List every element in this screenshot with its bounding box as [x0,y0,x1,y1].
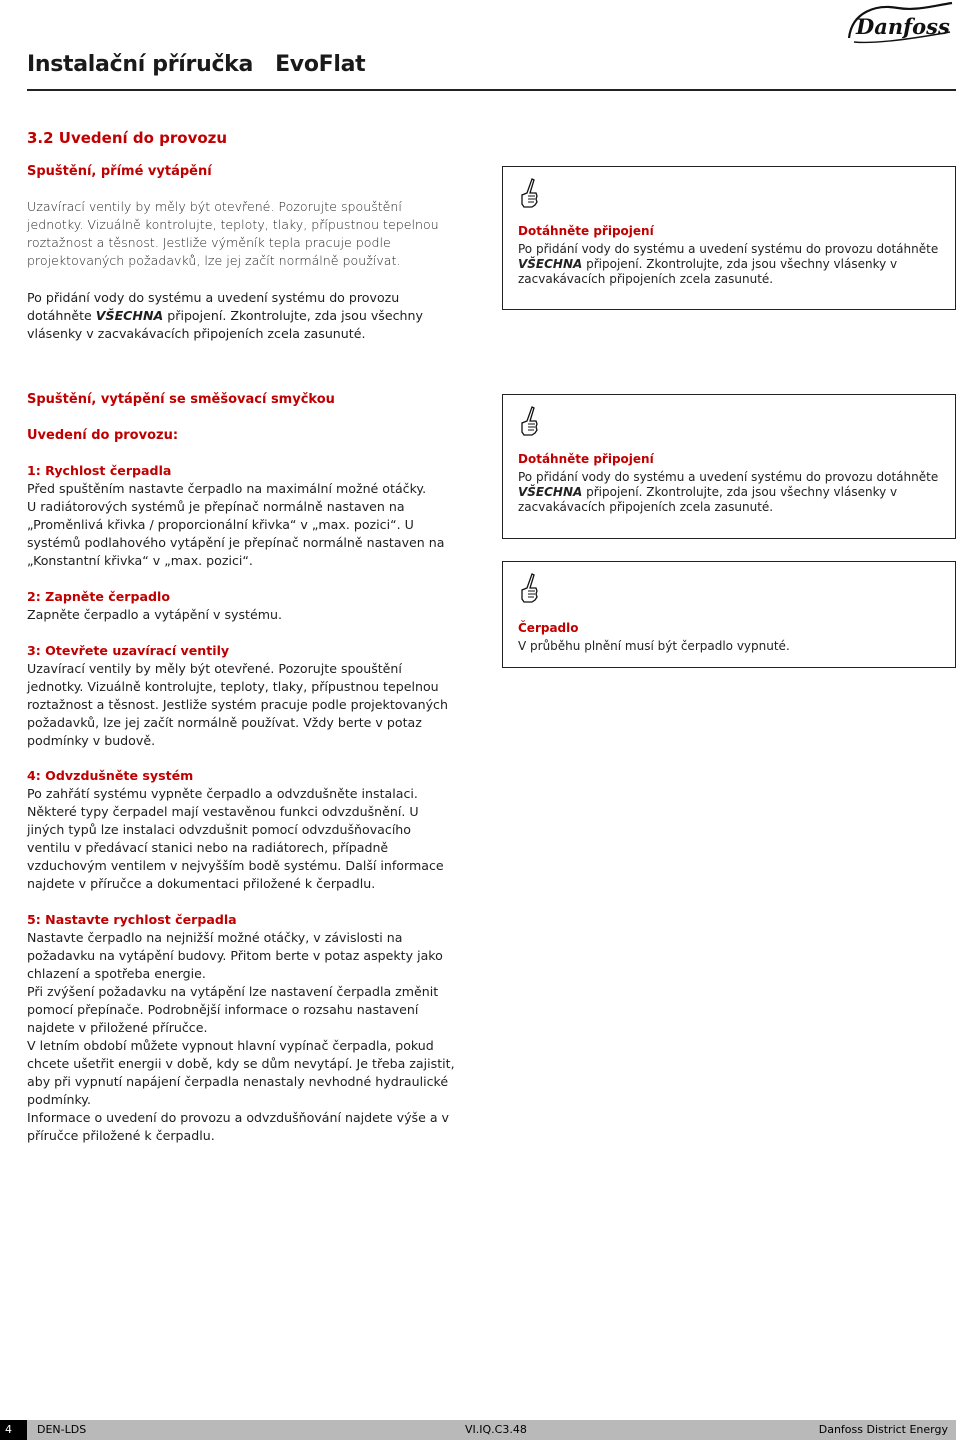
text-line: vlásenky v zacvakávacích připojeních zcela zasunuté. [27,326,366,341]
text-line: Nastavte čerpadlo na nejnižší možné otáčky, v závislosti na [27,930,403,945]
page-title [27,52,365,77]
text-line: V průběhu plnění musí být čerpadlo vypnuté. [518,639,790,653]
text-line: chlazení a spotřeba energie. [27,966,206,981]
text-line: zacvakávacích připojeních zcela zasunuté. [518,272,774,286]
text-line: roztažnost a těsnost. Jestliže systém pracuje podle projektovaných [27,697,448,712]
text-line: „Konstantní křivka“ v „max. pozici“. [27,553,253,568]
text-line: Po přidání vody do systému a uvedení systému do provozu dotáhněte [518,242,939,256]
text-line: Informace o uvedení do provozu a odvzdušňování najdete výše a v [27,1110,450,1125]
text-line: roztažnost a těsnost. Jestliže výměník tepla pracuje podle [27,235,391,250]
header-rule [27,89,956,91]
emphasis-all: VŠECHNA [518,485,583,499]
text-line: Zapněte čerpadlo a vytápění v systému. [27,607,282,622]
text-line: jednotky. Vizuálně kontrolujte, teploty, tlaky, přípustnou tepelnou [27,217,439,232]
note-body [518,242,948,287]
note-title: Dotáhněte připojení [518,224,654,238]
danfoss-logo [846,0,956,50]
text-line: dotáhněte VŠECHNA připojení. Zkontrolujte, zda jsou všechny [27,308,423,323]
step-open-valves [27,642,497,750]
text-line: Po přidání vody do systému a uvedení systému do provozu [27,290,400,305]
emphasis-all: VŠECHNA [518,257,583,271]
text-line: Uzavírací ventily by měly být otevřené. Pozorujte spouštění [27,199,402,214]
pointing-hand-icon [519,405,541,437]
pointing-hand-icon [519,572,541,604]
pointing-hand-icon [519,177,541,209]
text-line: U radiátorových systémů je přepínač normálně nastaven na [27,499,405,514]
footer-company: Danfoss District Energy [818,1423,948,1436]
text-line: Před spuštěním nastavte čerpadlo na maximální možné otáčky. [27,481,427,496]
text-line: zacvakávacích připojeních zcela zasunuté. [518,500,774,514]
footer-bar [27,1420,956,1440]
section-title: 3.2 Uvedení do provozu [27,129,228,147]
note-box-pump [502,561,956,668]
text-line: VŠECHNA připojení. Zkontrolujte, zda jsou všechny vlásenky v [518,485,898,499]
note-body [518,639,948,654]
direct-heating-paragraph [27,198,497,270]
text-line: Po přidání vody do systému a uvedení systému do provozu dotáhněte [518,470,939,484]
page-number: 4 [0,1420,27,1440]
text-line: požadavku na vytápění budovy. Přitom berte v potaz aspekty jako [27,948,443,963]
note-box-tighten-connections-2 [502,394,956,539]
text-line: podmínky. [27,1092,91,1107]
text-line: pomocí přepínače. Podrobnější informace o rozsahu nastavení [27,1002,419,1017]
direct-heating-tighten-paragraph [27,289,497,343]
text-line: požadavků, lze jej začít normálně používat. Vždy berte v potaz [27,715,422,730]
footer-doc-id: DEN-LDS [37,1423,87,1436]
logo-wordmark: Danfoss [856,14,950,39]
step-turn-on-pump [27,588,497,624]
text-line: jednotky. Vizuálně kontrolujte, teploty, tlaky, přípustnou tepelnou [27,679,439,694]
note-box-tighten-connections [502,166,956,310]
step-title: 4: Odvzdušněte systém [27,768,194,783]
text-line: najdete v přiložené příručce. [27,1020,208,1035]
text-line: jiných typů lze instalaci odvzdušnit pomocí odvzdušňovacího [27,822,411,837]
text-line: projektovaných požadavků, lze jej začít normálně používat. [27,253,401,268]
step-title: 5: Nastavte rychlost čerpadla [27,912,237,927]
product-name: EvoFlat [275,52,366,77]
text-line: Některé typy čerpadel mají vestavěnou funkci odvzdušnění. U [27,804,419,819]
mixing-loop-title: Spuštění, vytápění se směšovací smyčkou [27,392,335,407]
text-line: chcete ušetřit energii v době, kdy se dům nevytápí. Je třeba zajistit, [27,1056,455,1071]
text-line: ventilu v předávací stanici nebo na radiátorech, případně [27,840,389,855]
note-body [518,470,948,515]
text-line: Uzavírací ventily by měly být otevřené. Pozorujte spouštění [27,661,402,676]
text-line: vzduchovým ventilem v nejvyšším bodě systému. Další informace [27,858,444,873]
text-line: VŠECHNA připojení. Zkontrolujte, zda jsou všechny vlásenky v [518,257,898,271]
text-line: najdete v příručce a dokumentaci přiložené k čerpadlu. [27,876,376,891]
step-vent-system [27,767,497,893]
text-line: Při zvýšení požadavku na vytápění lze nastavení čerpadla změnit [27,984,439,999]
text-line: Po zahřátí systému vypněte čerpadlo a odvzdušněte instalaci. [27,786,418,801]
text-line: V letním období můžete vypnout hlavní vypínač čerpadla, pokud [27,1038,434,1053]
text-line: příručce přiložené k čerpadlu. [27,1128,215,1143]
step-set-pump-speed [27,911,497,1145]
emphasis-all: VŠECHNA [95,308,164,323]
step-pump-speed [27,462,497,570]
commissioning-subtitle: Uvedení do provozu: [27,428,179,443]
step-title: 2: Zapněte čerpadlo [27,589,170,604]
note-title: Čerpadlo [518,621,579,635]
step-title: 1: Rychlost čerpadla [27,463,172,478]
page-footer [0,1420,960,1440]
doc-type: Instalační příručka [27,52,254,77]
text-line: aby při vypnutí napájení čerpadla nenastaly nevhodné hydraulické [27,1074,449,1089]
step-title: 3: Otevřete uzavírací ventily [27,643,230,658]
text-line: „Proměnlivá křivka / proporcionální křivka“ v „max. pozici“. U [27,517,414,532]
footer-code: VI.IQ.C3.48 [465,1423,527,1436]
note-title: Dotáhněte připojení [518,452,654,466]
direct-heating-title: Spuštění, přímé vytápění [27,164,212,179]
text-line: systémů podlahového vytápění je přepínač normálně nastaven na [27,535,445,550]
text-line: podmínky v budově. [27,733,156,748]
